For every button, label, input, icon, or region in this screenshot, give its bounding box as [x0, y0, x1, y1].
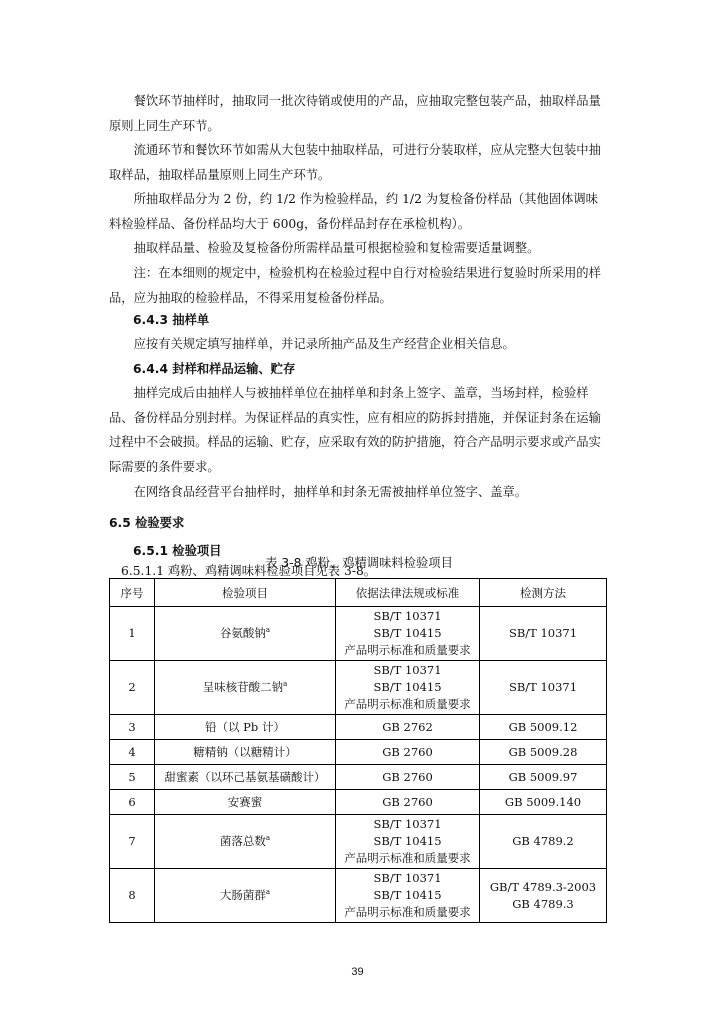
header-basis: 依据法律法规或标准	[336, 579, 480, 607]
cell-no: 1	[110, 607, 155, 661]
basis-line: 产品明示标准和质量要求	[344, 851, 471, 865]
basis-line: SB/T 10415	[373, 680, 442, 694]
basis-line: SB/T 10371	[373, 609, 442, 623]
heading-6-4-3: 6.4.3 抽样单	[133, 313, 210, 327]
cell-method	[480, 815, 607, 869]
paragraph-sealing: 抽样完成后由抽样人与被抽样单位在抽样单和封条上签字、盖章，当场封样，检验样品、备份样品分别封样。为保证样品的真实性，应有相应的防拆封措施，并保证封条在运输过程中不会破损。样品的运输、贮存，应采取有效的防护措施，符合产品明示要求或产品实际需要的条件要求。	[109, 386, 601, 474]
item-name: 铅（以 Pb 计）	[205, 719, 285, 734]
basis-line: GB 2760	[382, 744, 433, 759]
cell-basis	[336, 661, 480, 715]
cell-item	[155, 869, 336, 923]
item-name: 呈味核苷酸二钠	[202, 680, 284, 694]
heading-6-4-4: 6.4.4 封样和样品运输、贮存	[133, 362, 296, 376]
table-row	[110, 607, 607, 661]
footnote-marker: a	[265, 888, 271, 897]
table-row	[110, 815, 607, 869]
table-row	[110, 661, 607, 715]
header-method: 检测方法	[480, 579, 607, 607]
cell-no: 8	[110, 869, 155, 923]
item-name: 大肠菌群	[219, 888, 266, 902]
item-name: 糖精钠（以糖精计）	[193, 744, 297, 759]
cell-no: 5	[110, 765, 155, 790]
basis-line: SB/T 10415	[373, 888, 442, 902]
cell-method	[480, 607, 607, 661]
cell-basis	[336, 790, 480, 815]
basis-line: SB/T 10371	[373, 871, 442, 885]
cell-no: 2	[110, 661, 155, 715]
method-line: GB 4789.2	[512, 834, 574, 848]
method-line: SB/T 10371	[508, 626, 578, 640]
method-line: GB 5009.28	[508, 744, 578, 759]
basis-line: SB/T 10415	[373, 834, 442, 848]
cell-item	[155, 715, 336, 740]
cell-item	[155, 661, 336, 715]
basis-line: GB 2760	[382, 769, 433, 784]
method-line: GB 4789.3	[512, 896, 574, 911]
page-number: 39	[351, 966, 364, 978]
table-row	[110, 790, 607, 815]
header-no: 序号	[110, 579, 155, 607]
cell-no: 6	[110, 790, 155, 815]
cell-no: 7	[110, 815, 155, 869]
heading-6-5-1: 6.5.1 检验项目	[133, 544, 222, 558]
table-caption: 表 3-8 鸡粉、鸡精调味料检验项目	[265, 556, 453, 570]
footnote-marker: a	[265, 834, 271, 843]
cell-item	[155, 765, 336, 790]
basis-line: 产品明示标准和质量要求	[344, 643, 471, 657]
cell-basis	[336, 815, 480, 869]
basis-line: SB/T 10371	[373, 663, 442, 677]
header-item: 检验项目	[155, 579, 336, 607]
paragraph-sample-split: 所抽取样品分为 2 份，约 1/2 作为检验样品，约 1/2 为复检备份样品（其他固体调味料检验样品、备份样品均大于 600g，备份样品封存在承检机构）。	[109, 192, 598, 231]
cell-basis	[336, 740, 480, 765]
basis-line: 产品明示标准和质量要求	[344, 697, 471, 711]
cell-item	[155, 740, 336, 765]
cell-basis	[336, 765, 480, 790]
footnote-marker: a	[265, 626, 271, 635]
cell-item	[155, 790, 336, 815]
table-header-row	[110, 579, 607, 607]
table-row	[110, 869, 607, 923]
heading-6-5: 6.5 检验要求	[109, 516, 185, 530]
paragraph-sample-adjust: 抽取样品量、检验及复检备份所需样品量可根据检验和复检需要适量调整。	[133, 241, 540, 255]
cell-item	[155, 607, 336, 661]
cell-basis	[336, 607, 480, 661]
method-line: SB/T 10371	[508, 680, 578, 694]
table-body	[110, 607, 607, 923]
method-line: GB/T 4789.3-2003	[489, 879, 597, 894]
table-row	[110, 740, 607, 765]
item-name: 甜蜜素（以环己基氨基磺酸计）	[164, 769, 326, 784]
method-line: GB 5009.12	[508, 719, 578, 734]
paragraph-note: 注：在本细则的规定中，检验机构在检验过程中自行对检验结果进行复验时所采用的样品，应为抽取的检验样品，不得采用复检备份样品。	[109, 266, 601, 305]
cell-no: 4	[110, 740, 155, 765]
item-name: 谷氨酸钠	[219, 626, 266, 640]
basis-line: 产品明示标准和质量要求	[344, 905, 471, 919]
item-name: 菌落总数	[219, 834, 266, 848]
cell-no: 3	[110, 715, 155, 740]
cell-item	[155, 815, 336, 869]
paragraph-online-sampling: 在网络食品经营平台抽样时，抽样单和封条无需被抽样单位签字、盖章。	[133, 485, 528, 499]
paragraph-sampling-form: 应按有关规定填写抽样单，并记录所抽产品及生产经营企业相关信息。	[133, 337, 515, 351]
cell-basis	[336, 869, 480, 923]
paragraph-6-5-1-1: 6.5.1.1 鸡粉、鸡精调味料检验项目见表 3-8。	[121, 564, 377, 578]
cell-basis	[336, 715, 480, 740]
paragraph-repackaging: 流通环节和餐饮环节如需从大包装中抽取样品，可进行分装取样，应从完整大包装中抽取样品，抽取样品量原则上同生产环节。	[109, 143, 601, 182]
paragraph-catering-sampling: 餐饮环节抽样时，抽取同一批次待销或使用的产品，应抽取完整包装产品，抽取样品量原则上同生产环节。	[109, 94, 601, 133]
basis-line: SB/T 10371	[373, 817, 442, 831]
table-row	[110, 765, 607, 790]
inspection-items-table	[109, 578, 607, 923]
cell-method	[480, 765, 607, 790]
item-name: 安赛蜜	[227, 794, 263, 809]
footnote-marker: a	[283, 680, 288, 689]
cell-method	[480, 715, 607, 740]
cell-method	[480, 740, 607, 765]
basis-line: SB/T 10415	[373, 626, 442, 640]
cell-method	[480, 790, 607, 815]
basis-line: GB 2760	[382, 794, 433, 809]
method-line: GB 5009.97	[508, 769, 578, 784]
basis-line: GB 2762	[382, 719, 433, 734]
cell-method	[480, 869, 607, 923]
table-row	[110, 715, 607, 740]
method-line: GB 5009.140	[504, 794, 582, 809]
cell-method	[480, 661, 607, 715]
